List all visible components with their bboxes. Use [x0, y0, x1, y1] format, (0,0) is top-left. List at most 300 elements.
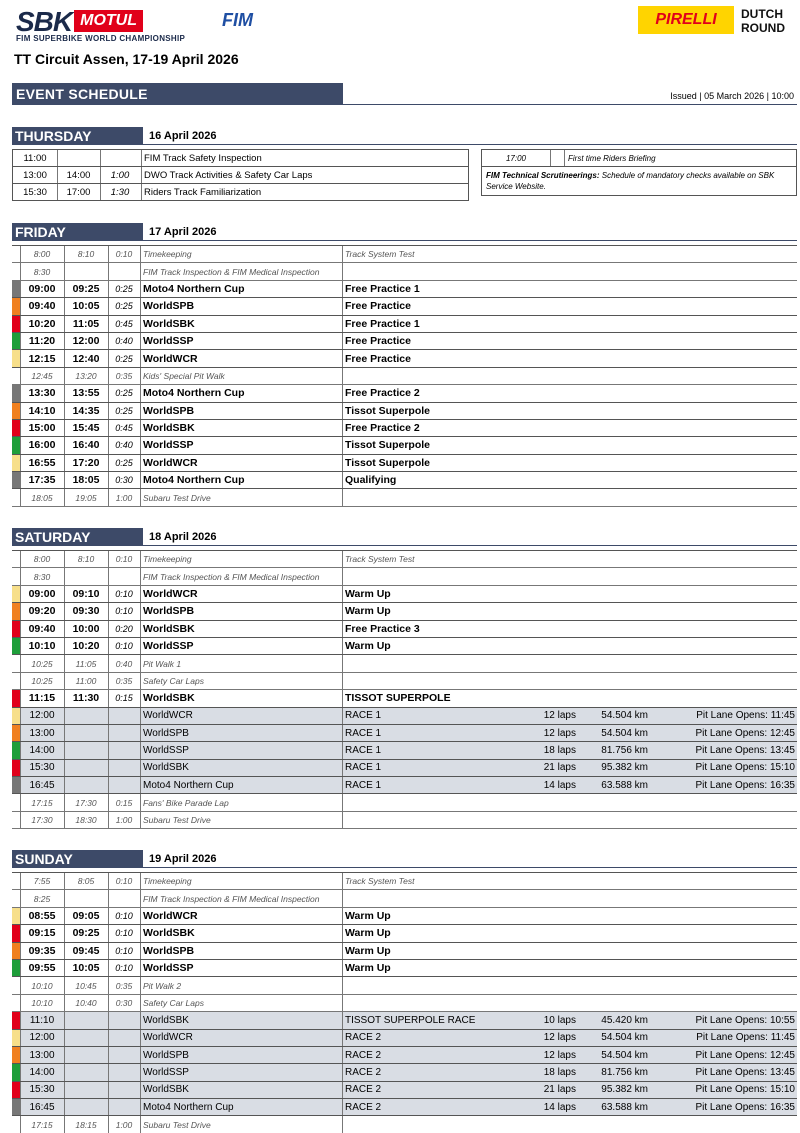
class-name: Timekeeping — [143, 249, 192, 260]
class-name: WorldSSP — [143, 335, 194, 348]
sunday-table — [12, 872, 797, 1133]
end-time: 11:05 — [72, 317, 100, 330]
class-name: WorldSSP — [143, 640, 194, 653]
class-color-strip — [12, 403, 20, 419]
end-time: 17:20 — [72, 456, 100, 469]
class-name: WorldSPB — [143, 944, 195, 957]
sbk-wordmark: SBK — [16, 6, 73, 37]
end-time: 13:55 — [72, 387, 100, 400]
column-divider — [342, 586, 343, 602]
column-divider — [140, 777, 141, 793]
thursday-section — [12, 127, 775, 201]
column-divider — [342, 638, 343, 654]
column-divider — [140, 908, 141, 924]
session-name: Warm Up — [345, 927, 391, 940]
column-divider — [20, 298, 21, 314]
day-name: THURSDAY — [12, 127, 143, 145]
column-divider — [342, 568, 343, 584]
class-color-strip — [12, 333, 20, 349]
start-time: 15:30 — [23, 186, 47, 198]
column-divider — [342, 455, 343, 471]
day-name: SUNDAY — [12, 850, 143, 868]
column-divider — [20, 246, 21, 262]
day-date: 18 April 2026 — [149, 531, 217, 543]
class-color-strip — [12, 655, 20, 671]
start-time: 17:35 — [28, 474, 56, 487]
start-time: 8:25 — [33, 893, 51, 904]
column-divider — [64, 568, 65, 584]
column-divider — [20, 568, 21, 584]
duration: 0:45 — [115, 318, 133, 329]
start-time: 16:45 — [29, 779, 55, 791]
pit-lane-open: Pit Lane Opens: 11:45 — [696, 1032, 795, 1044]
column-divider — [108, 281, 109, 297]
day-header — [12, 850, 797, 868]
column-divider — [342, 420, 343, 436]
class-name: WorldSPB — [143, 727, 189, 739]
start-time: 09:40 — [28, 300, 56, 313]
column-divider — [342, 742, 343, 758]
class-color-strip — [12, 812, 20, 828]
end-time: 11:00 — [75, 675, 97, 686]
race-laps: 14 laps — [543, 779, 576, 791]
end-time: 14:00 — [66, 169, 91, 181]
session-name: Free Practice — [345, 300, 411, 313]
duration: 0:45 — [115, 423, 133, 434]
session-name: TISSOT SUPERPOLE — [345, 692, 451, 705]
day-name: FRIDAY — [12, 223, 143, 241]
column-divider — [20, 1030, 21, 1046]
start-time: 16:55 — [28, 456, 56, 469]
column-divider — [108, 246, 109, 262]
pit-lane-open: Pit Lane Opens: 16:35 — [695, 1101, 795, 1113]
column-divider — [20, 1012, 21, 1028]
class-name: WorldSPB — [143, 605, 195, 618]
column-divider — [342, 977, 343, 993]
column-divider — [20, 586, 21, 602]
session-name: Qualifying — [345, 474, 397, 487]
pit-lane-open: Pit Lane Opens: 16:35 — [695, 779, 795, 791]
column-divider — [140, 1064, 141, 1080]
column-divider — [64, 943, 65, 959]
column-divider — [20, 708, 21, 724]
motul-wordmark: MOTUL — [74, 10, 143, 32]
class-name: WorldWCR — [143, 909, 198, 922]
column-divider — [20, 1082, 21, 1098]
column-divider — [20, 455, 21, 471]
column-divider — [20, 794, 21, 810]
end-time — [64, 890, 108, 906]
race-laps: 10 laps — [543, 1014, 576, 1026]
column-divider — [64, 812, 65, 828]
duration — [108, 1082, 140, 1098]
duration — [108, 1047, 140, 1063]
end-time: 09:05 — [72, 909, 100, 922]
duration: 0:10 — [115, 963, 133, 974]
start-time: 14:00 — [29, 1066, 55, 1078]
column-divider — [342, 812, 343, 828]
class-name: WorldSPB — [143, 1049, 189, 1061]
duration — [108, 568, 140, 584]
schedule-row — [12, 960, 797, 977]
class-name: Pit Walk 2 — [143, 980, 182, 991]
schedule-row — [12, 890, 797, 907]
race-distance: 81.756 km — [601, 744, 648, 756]
column-divider — [64, 960, 65, 976]
session-name: Track System Test — [345, 876, 415, 887]
start-time: 09:55 — [28, 962, 56, 975]
round-line-2: ROUND — [741, 21, 785, 35]
column-divider — [108, 708, 109, 724]
schedule-row — [12, 368, 797, 385]
column-divider — [342, 873, 343, 889]
class-name: WorldWCR — [143, 1032, 193, 1044]
end-time: 17:00 — [66, 186, 91, 198]
start-time: 10:10 — [28, 640, 56, 653]
column-divider — [108, 943, 109, 959]
race-row — [12, 725, 797, 742]
class-name: Timekeeping — [143, 876, 192, 887]
class-color-strip — [12, 368, 20, 384]
race-laps: 12 laps — [543, 710, 576, 722]
column-divider — [20, 472, 21, 488]
duration: 1:30 — [110, 186, 130, 198]
class-color-strip — [12, 489, 20, 505]
duration: 0:25 — [115, 405, 133, 416]
column-divider — [20, 603, 21, 619]
column-divider — [140, 246, 141, 262]
column-divider — [342, 263, 343, 279]
column-divider — [108, 621, 109, 637]
scrutineering-note — [482, 167, 796, 195]
duration: 0:30 — [115, 475, 133, 486]
session-name: RACE 2 — [345, 1049, 382, 1061]
class-color-strip — [12, 316, 20, 332]
session-name: RACE 1 — [345, 779, 382, 791]
class-color-strip — [12, 281, 20, 297]
column-divider — [342, 368, 343, 384]
schedule-row — [13, 184, 468, 201]
column-divider — [342, 403, 343, 419]
briefing-row — [482, 150, 796, 167]
day-divider — [12, 867, 797, 868]
end-time: 12:40 — [72, 352, 100, 365]
column-divider — [108, 316, 109, 332]
duration — [108, 1064, 140, 1080]
column-divider — [108, 1030, 109, 1046]
class-name: Moto4 Northern Cup — [143, 387, 245, 400]
class-name: Safety Car Laps — [143, 997, 204, 1008]
schedule-row — [12, 873, 797, 890]
duration: 1:00 — [115, 492, 133, 503]
column-divider — [108, 742, 109, 758]
class-name: WorldSSP — [143, 744, 189, 756]
duration: 0:25 — [115, 283, 133, 294]
session-name: Warm Up — [345, 962, 391, 975]
column-divider — [140, 638, 141, 654]
start-time: 08:55 — [28, 909, 56, 922]
end-time: 8:10 — [77, 249, 95, 260]
session-name: Free Practice — [345, 352, 411, 365]
column-divider — [342, 1012, 343, 1028]
column-divider — [64, 1116, 65, 1132]
session-name: Warm Up — [345, 587, 391, 600]
column-divider — [140, 551, 141, 567]
column-divider — [140, 368, 141, 384]
schedule-row — [12, 586, 797, 603]
session-name: RACE 2 — [345, 1101, 382, 1113]
class-name: WorldSBK — [143, 317, 195, 330]
race-laps: 12 laps — [543, 1032, 576, 1044]
duration — [108, 263, 140, 279]
column-divider — [108, 873, 109, 889]
duration: 0:40 — [115, 658, 133, 669]
schedule-row — [12, 603, 797, 620]
column-divider — [141, 150, 142, 166]
column-divider — [108, 890, 109, 906]
end-time — [64, 1064, 108, 1080]
class-color-strip — [12, 437, 20, 453]
column-divider — [108, 673, 109, 689]
column-divider — [108, 333, 109, 349]
column-divider — [64, 621, 65, 637]
column-divider — [108, 368, 109, 384]
class-color-strip — [12, 977, 20, 993]
column-divider — [64, 1064, 65, 1080]
column-divider — [140, 890, 141, 906]
race-distance: 54.504 km — [601, 710, 648, 722]
column-divider — [64, 333, 65, 349]
race-row — [12, 742, 797, 759]
start-time: 12:00 — [29, 710, 55, 722]
start-time: 17:15 — [31, 797, 53, 808]
class-name: Timekeeping — [143, 554, 192, 565]
start-time: 14:00 — [29, 744, 55, 756]
column-divider — [140, 995, 141, 1011]
end-time: 12:00 — [72, 335, 100, 348]
schedule-row — [12, 977, 797, 994]
duration: 0:10 — [115, 945, 133, 956]
column-divider — [140, 1116, 141, 1132]
duration — [108, 777, 140, 793]
end-time: 09:25 — [72, 282, 100, 295]
column-divider — [20, 621, 21, 637]
race-laps: 18 laps — [543, 744, 576, 756]
end-time: 10:00 — [72, 622, 100, 635]
column-divider — [20, 368, 21, 384]
column-divider — [108, 603, 109, 619]
start-time: 8:00 — [33, 249, 51, 260]
race-distance: 54.504 km — [601, 1049, 648, 1061]
duration: 0:20 — [115, 623, 133, 634]
end-time: 14:35 — [72, 404, 100, 417]
race-distance: 81.756 km — [601, 1066, 648, 1078]
column-divider — [342, 1030, 343, 1046]
start-time: 15:30 — [29, 762, 55, 774]
class-color-strip — [12, 455, 20, 471]
column-divider — [20, 943, 21, 959]
column-divider — [20, 316, 21, 332]
column-divider — [64, 708, 65, 724]
class-color-strip — [12, 246, 20, 262]
duration: 0:40 — [115, 336, 133, 347]
duration — [108, 1099, 140, 1115]
column-divider — [64, 586, 65, 602]
column-divider — [342, 725, 343, 741]
schedule-row — [12, 812, 797, 829]
race-laps: 12 laps — [543, 727, 576, 739]
end-time: 10:20 — [72, 640, 100, 653]
column-divider — [140, 472, 141, 488]
column-divider — [342, 621, 343, 637]
pit-lane-open: Pit Lane Opens: 12:45 — [695, 727, 795, 739]
duration: 0:10 — [115, 910, 133, 921]
column-divider — [20, 1116, 21, 1132]
end-time — [64, 708, 108, 724]
session-name — [345, 489, 535, 505]
end-time: 13:20 — [75, 370, 97, 381]
page-header — [0, 0, 800, 80]
session-name — [345, 568, 535, 584]
start-time: 18:05 — [31, 492, 53, 503]
duration: 1:00 — [110, 169, 130, 181]
start-time: 09:00 — [28, 587, 56, 600]
pit-lane-open: Pit Lane Opens: 11:45 — [696, 710, 795, 722]
column-divider — [64, 760, 65, 776]
column-divider — [342, 350, 343, 366]
duration: 1:00 — [115, 1119, 133, 1130]
schedule-row — [12, 350, 797, 367]
column-divider — [64, 368, 65, 384]
column-divider — [108, 794, 109, 810]
column-divider — [140, 263, 141, 279]
friday-table — [12, 245, 797, 507]
start-time: 7:55 — [33, 876, 51, 887]
column-divider — [20, 333, 21, 349]
column-divider — [141, 184, 142, 200]
schedule-row — [12, 489, 797, 506]
start-time: 09:40 — [28, 622, 56, 635]
column-divider — [64, 655, 65, 671]
column-divider — [140, 455, 141, 471]
column-divider — [140, 568, 141, 584]
column-divider — [140, 489, 141, 505]
column-divider — [64, 385, 65, 401]
class-name: WorldSBK — [143, 622, 195, 635]
column-divider — [64, 298, 65, 314]
column-divider — [108, 263, 109, 279]
schedule-row — [12, 333, 797, 350]
end-time — [64, 725, 108, 741]
duration: 0:15 — [115, 797, 133, 808]
duration — [108, 890, 140, 906]
day-divider — [12, 545, 797, 546]
schedule-row — [12, 455, 797, 472]
class-color-strip — [12, 1030, 20, 1046]
class-color-strip — [12, 908, 20, 924]
end-time: 17:30 — [75, 797, 97, 808]
column-divider — [140, 673, 141, 689]
issued-date: Issued | 05 March 2026 | 10:00 — [670, 91, 794, 101]
round-name — [741, 7, 785, 35]
class-name: WorldSBK — [143, 1084, 189, 1096]
column-divider — [342, 281, 343, 297]
column-divider — [342, 908, 343, 924]
thursday-side-box — [481, 149, 797, 196]
column-divider — [141, 167, 142, 183]
column-divider — [108, 420, 109, 436]
column-divider — [20, 489, 21, 505]
class-name: WorldWCR — [143, 710, 193, 722]
column-divider — [140, 621, 141, 637]
class-color-strip — [12, 873, 20, 889]
column-divider — [342, 995, 343, 1011]
column-divider — [108, 1116, 109, 1132]
column-divider — [20, 812, 21, 828]
day-date: 16 April 2026 — [149, 130, 217, 142]
class-color-strip — [12, 350, 20, 366]
class-color-strip — [12, 1012, 20, 1028]
end-time: 8:05 — [77, 876, 95, 887]
column-divider — [64, 472, 65, 488]
column-divider — [140, 977, 141, 993]
column-divider — [108, 1099, 109, 1115]
scrutineering-text: Schedule of mandatory checks available on SBK Service Website. — [486, 171, 775, 191]
column-divider — [64, 246, 65, 262]
duration — [108, 725, 140, 741]
column-divider — [342, 1082, 343, 1098]
column-divider — [20, 908, 21, 924]
column-divider — [20, 873, 21, 889]
column-divider — [140, 1012, 141, 1028]
session-name — [345, 655, 535, 671]
class-name: Moto4 Northern Cup — [143, 779, 234, 791]
class-name: FIM Track Inspection & FIM Medical Inspection — [143, 266, 320, 277]
class-name: Subaru Test Drive — [143, 815, 211, 826]
race-row — [12, 1030, 797, 1047]
session-name: Tissot Superpole — [345, 456, 430, 469]
column-divider — [342, 673, 343, 689]
session-name — [345, 995, 535, 1011]
session-name: RACE 2 — [345, 1066, 382, 1078]
column-divider — [64, 489, 65, 505]
race-row — [12, 1047, 797, 1064]
duration: 0:25 — [115, 388, 133, 399]
class-name: WorldWCR — [143, 352, 198, 365]
class-name: FIM Track Inspection & FIM Medical Inspection — [143, 571, 320, 582]
column-divider — [20, 777, 21, 793]
pit-lane-open: Pit Lane Opens: 15:10 — [695, 762, 795, 774]
class-color-strip — [12, 1099, 20, 1115]
race-row — [12, 1064, 797, 1081]
class-name: WorldWCR — [143, 587, 198, 600]
column-divider — [64, 995, 65, 1011]
class-name: Fans' Bike Parade Lap — [143, 797, 229, 808]
race-laps: 12 laps — [543, 1049, 576, 1061]
class-name: WorldSSP — [143, 1066, 189, 1078]
session-name: RACE 1 — [345, 727, 382, 739]
column-divider — [140, 960, 141, 976]
column-divider — [64, 1047, 65, 1063]
duration: 0:35 — [115, 980, 133, 991]
class-color-strip — [12, 568, 20, 584]
duration — [108, 742, 140, 758]
column-divider — [108, 995, 109, 1011]
schedule-row — [12, 568, 797, 585]
column-divider — [342, 1099, 343, 1115]
column-divider — [140, 943, 141, 959]
class-color-strip — [12, 603, 20, 619]
